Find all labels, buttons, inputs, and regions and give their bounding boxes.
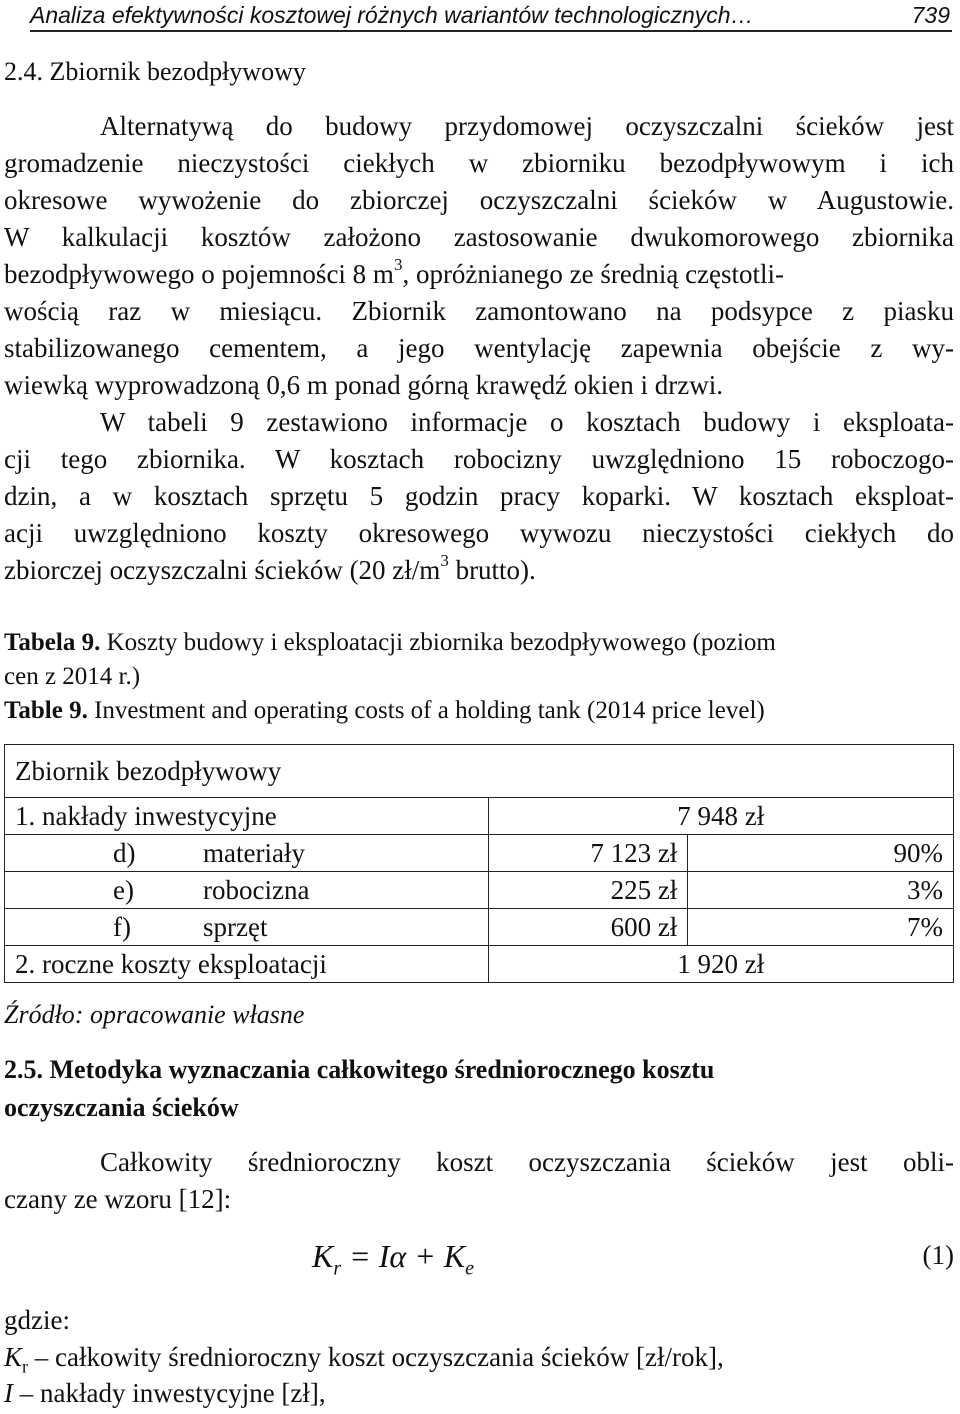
paragraph-line: czany ze wzoru [12]: — [4, 1184, 232, 1214]
row-label-text: sprzęt — [203, 912, 268, 942]
page-number: 739 — [911, 2, 950, 28]
section-heading-2-5-cont: oczyszczania ścieków — [4, 1093, 239, 1122]
row-label-text: materiały — [203, 838, 305, 868]
where-label: gdzie: — [4, 1305, 70, 1335]
row-value: 600 zł — [488, 909, 688, 946]
running-header-title: Analiza efektywności kosztowej różnych wariantów technologicznych… — [30, 2, 754, 28]
formula-1 — [312, 1238, 474, 1280]
row-value: 225 zł — [488, 872, 688, 909]
paragraph-line: wiewką wyprowadzoną 0,6 m ponad górną krawędź okien i drzwi. — [4, 370, 724, 400]
paragraph-line: dzin, a w kosztach sprzętu 5 godzin pracy koparki. W kosztach eksploat- — [4, 481, 954, 511]
formula-lhs: K — [312, 1238, 334, 1274]
table-caption-pl-cont: cen z 2014 r.) — [4, 663, 141, 690]
row-letter: e) — [113, 875, 134, 905]
paragraph-line — [4, 256, 954, 292]
table-row — [5, 835, 954, 872]
superscript: 3 — [440, 551, 449, 570]
paragraph-line: W tabeli 9 zestawiono informacje o kosztach budowy i eksploata- — [100, 407, 954, 437]
formula-rhs-sub: e — [465, 1257, 475, 1280]
caption-label: Table 9. — [4, 697, 88, 724]
row-label — [5, 835, 489, 872]
row-value: 1 920 zł — [488, 946, 953, 983]
row-share: 7% — [688, 909, 954, 946]
row-letter: f) — [113, 912, 131, 942]
symbol: I — [4, 1378, 13, 1408]
paragraph-line: cji tego zbiornika. W kosztach robocizny uwzględniono 15 roboczogo- — [4, 444, 954, 474]
definition-text: – nakłady inwestycyjne [zł], — [13, 1378, 326, 1408]
paragraph-line: Alternatywą do budowy przydomowej oczyszczalni ścieków jest — [100, 111, 954, 141]
paragraph-line: Całkowity średnioroczny koszt oczyszczania ścieków jest obli- — [100, 1147, 954, 1177]
table-row — [5, 909, 954, 946]
row-value: 7 123 zł — [488, 835, 688, 872]
caption-text: Koszty budowy i eksploatacji zbiornika bezodpływowego (poziom — [100, 629, 776, 656]
table-source: Źródło: opracowanie własne — [4, 1000, 305, 1029]
paragraph-line: stabilizowanego cementem, a jego wentylację zapewnia obejście z wy- — [4, 333, 954, 363]
text-span: zbiorczej oczyszczalni ścieków (20 zł/m — [4, 555, 441, 585]
caption-text: Investment and operating costs of a holding tank (2014 price level) — [87, 697, 765, 724]
table-header-row — [5, 745, 954, 798]
table-row — [5, 872, 954, 909]
row-value: 7 948 zł — [488, 798, 953, 835]
equation-number: (1) — [922, 1240, 954, 1270]
definition-line — [4, 1375, 326, 1411]
row-label — [5, 909, 489, 946]
table-caption-pl — [4, 625, 776, 661]
text-span: brutto). — [448, 555, 536, 585]
superscript: 3 — [393, 255, 403, 274]
paragraph-line: wością raz w miesiącu. Zbiornik zamontowano na podsypce z piasku — [4, 296, 954, 326]
symbol-sub: r — [22, 1356, 29, 1377]
cost-table — [4, 744, 954, 983]
section-heading-2-5: 2.5. Metodyka wyznaczania całkowitego średniorocznego kosztu — [4, 1055, 715, 1084]
caption-label: Tabela 9. — [4, 629, 101, 656]
definition-text: – całkowity średnioroczny koszt oczyszczania ścieków [zł/rok], — [28, 1342, 724, 1372]
row-label: 2. roczne koszty eksploatacji — [5, 946, 489, 983]
formula-lhs-sub: r — [333, 1257, 342, 1280]
row-label-text: robocizna — [203, 875, 310, 905]
table-caption-en — [4, 693, 765, 729]
row-label — [5, 872, 489, 909]
row-letter: d) — [113, 838, 136, 868]
paragraph-line: acji uwzględniono koszty okresowego wywozu nieczystości ciekłych do — [4, 518, 954, 548]
table-row — [5, 946, 954, 983]
text-span: , opróżnianego ze średnią częstotli- — [402, 259, 785, 289]
row-label: 1. nakłady inwestycyjne — [5, 798, 489, 835]
text-span: bezodpływowego o pojemności 8 m — [4, 259, 394, 289]
symbol: K — [4, 1342, 23, 1372]
paragraph-line: W kalkulacji kosztów założono zastosowanie dwukomorowego zbiornika — [4, 222, 954, 252]
table-header-cell: Zbiornik bezodpływowy — [5, 745, 954, 798]
row-share: 90% — [688, 835, 954, 872]
row-share: 3% — [688, 872, 954, 909]
paragraph-line: okresowe wywożenie do zbiorczej oczyszczalni ścieków w Augustowie. — [4, 185, 954, 215]
running-header — [30, 0, 952, 32]
paragraph-line: gromadzenie nieczystości ciekłych w zbiorniku bezodpływowym i ich — [4, 148, 954, 178]
formula-rhs: = Iα + K — [341, 1238, 466, 1274]
table-row — [5, 798, 954, 835]
section-heading-2-4: 2.4. Zbiornik bezodpływowy — [4, 57, 306, 86]
paragraph-line — [4, 552, 536, 588]
